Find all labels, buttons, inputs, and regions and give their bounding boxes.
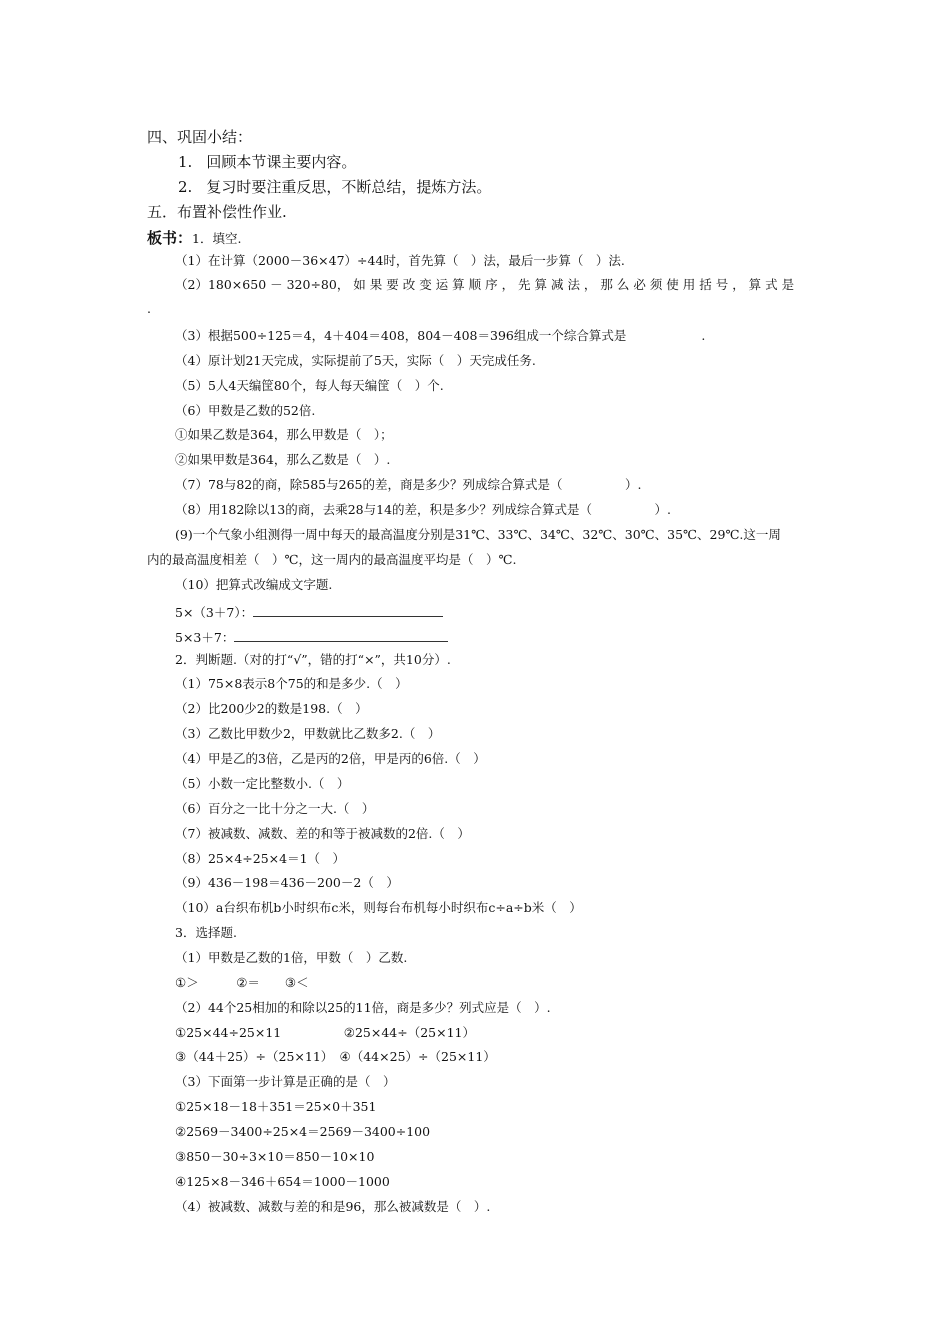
judge-item-1: （1）75×8表示8个75的和是多少.（ ） <box>175 676 408 691</box>
choice-q3-option-3: ③850－30÷3×10＝850－10×10 <box>175 1149 375 1164</box>
fill-item-9: (9)一个气象小组测得一周中每天的最高温度分别是31℃、33℃、34℃、32℃、30℃、35℃、29℃.这一周 <box>175 527 781 542</box>
judge-item-6: （6）百分之一比十分之一大.（ ） <box>175 801 375 816</box>
fill-item-1: （1）在计算（2000－36×47）÷44时，首先算（ ）法，最后一步算（ ）法. <box>175 253 625 268</box>
section4-title: 四、巩固小结： <box>147 128 253 146</box>
fill-item-5: （5）5人4天编筐80个，每人每天编筐（ ）个. <box>175 378 444 393</box>
part1-title: 1．填空. <box>192 231 242 246</box>
fill-item-6a: ①如果乙数是364，那么甲数是（ ）； <box>175 427 393 442</box>
judge-item-5: （5）小数一定比整数小.（ ） <box>175 776 350 791</box>
section4-item2-num: 2. <box>178 178 193 196</box>
choice-q3-option-1: ①25×18－18＋351＝25×0＋351 <box>175 1099 377 1114</box>
fill-item-8: （8）用182除以13的商，去乘28与14的差，积是多少？列成综合算式是（ ）. <box>175 502 672 517</box>
fill-item-7: （7）78与82的商，除585与265的差，商是多少？列成综合算式是（ ）. <box>175 477 642 492</box>
answer-blank <box>234 629 448 642</box>
fill-item-9-cont: 内的最高温度相差（ ）℃，这一周内的最高温度平均是（ ）℃. <box>147 552 517 567</box>
choice-q3: （3）下面第一步计算是正确的是（ ） <box>175 1074 396 1089</box>
judge-item-9: （9）436－198＝436－200－2（ ） <box>175 875 399 890</box>
part2-title: 2．判断题.（对的打“√”，错的打“×”，共10分）. <box>175 652 451 667</box>
choice-q3-option-4: ④125×8－346＋654＝1000－1000 <box>175 1174 390 1189</box>
fill-item-10b-label: 5×3＋7： <box>175 630 235 645</box>
fill-item-4: （4）原计划21天完成，实际提前了5天，实际（ ）天完成任务. <box>175 353 536 368</box>
fill-item-3: （3）根据500÷125＝4，4＋404＝408，804－408＝396组成一个综合算式是 . <box>175 328 706 343</box>
fill-item-2-tail: . <box>147 301 151 316</box>
judge-item-4: （4）甲是乙的3倍，乙是丙的2倍，甲是丙的6倍.（ ） <box>175 751 486 766</box>
board-header <box>147 230 241 246</box>
answer-blank <box>253 604 443 617</box>
judge-item-8: （8）25×4÷25×4＝1（ ） <box>175 851 346 866</box>
choice-q2: （2）44个25相加的和除以25的11倍，商是多少？列式应是（ ）. <box>175 1000 551 1015</box>
choice-q1: （1）甲数是乙数的1倍，甲数（ ）乙数. <box>175 950 408 965</box>
judge-item-2: （2）比200少2的数是198.（ ） <box>175 701 368 716</box>
fill-item-10a-label: 5×（3＋7）： <box>175 605 254 620</box>
choice-q2-options-b: ③（44＋25）÷（25×11） ④（44×25）÷（25×11） <box>175 1049 496 1064</box>
fill-item-10: （10）把算式改编成文字题. <box>175 577 333 592</box>
fill-item-10b <box>175 629 448 645</box>
choice-q2-options-a: ①25×44÷25×11 ②25×44÷（25×11） <box>175 1025 476 1040</box>
choice-q1-options: ①＞ ②＝ ③＜ <box>175 975 309 990</box>
fill-item-10a <box>175 604 443 620</box>
section4-item1-num: 1. <box>178 153 193 171</box>
fill-item-6: （6）甲数是乙数的52倍. <box>175 403 316 418</box>
part3-title: 3．选择题. <box>175 925 237 940</box>
section4-item2-text: 复习时要注重反思，不断总结，提炼方法。 <box>206 178 492 196</box>
fill-item-2: （2）180×650 － 320÷80， 如 果 要 改 变 运 算 顺 序 ， 先 算 减 法 ， 那 么 必 须 使 用 括 号 ， 算 式 是 <box>175 277 795 292</box>
board-label: 板书： <box>147 229 193 247</box>
section5-title: 五．布置补偿性作业. <box>147 203 287 221</box>
choice-q3-option-2: ②2569－3400÷25×4＝2569－3400÷100 <box>175 1124 431 1139</box>
section4-item2 <box>178 180 491 195</box>
judge-item-3: （3）乙数比甲数少2，甲数就比乙数多2.（ ） <box>175 726 441 741</box>
fill-item-6b: ②如果甲数是364，那么乙数是（ ）. <box>175 452 391 467</box>
section4-item1 <box>178 155 356 170</box>
judge-item-7: （7）被减数、减数、差的和等于被减数的2倍.（ ） <box>175 826 470 841</box>
choice-q4: （4）被减数、减数与差的和是96，那么被减数是（ ）. <box>175 1199 491 1214</box>
section4-item1-text: 回顾本节课主要内容。 <box>206 153 357 171</box>
judge-item-10: （10）a台织布机b小时织布c米，则每台布机每小时织布c÷a÷b米（ ） <box>175 900 582 915</box>
